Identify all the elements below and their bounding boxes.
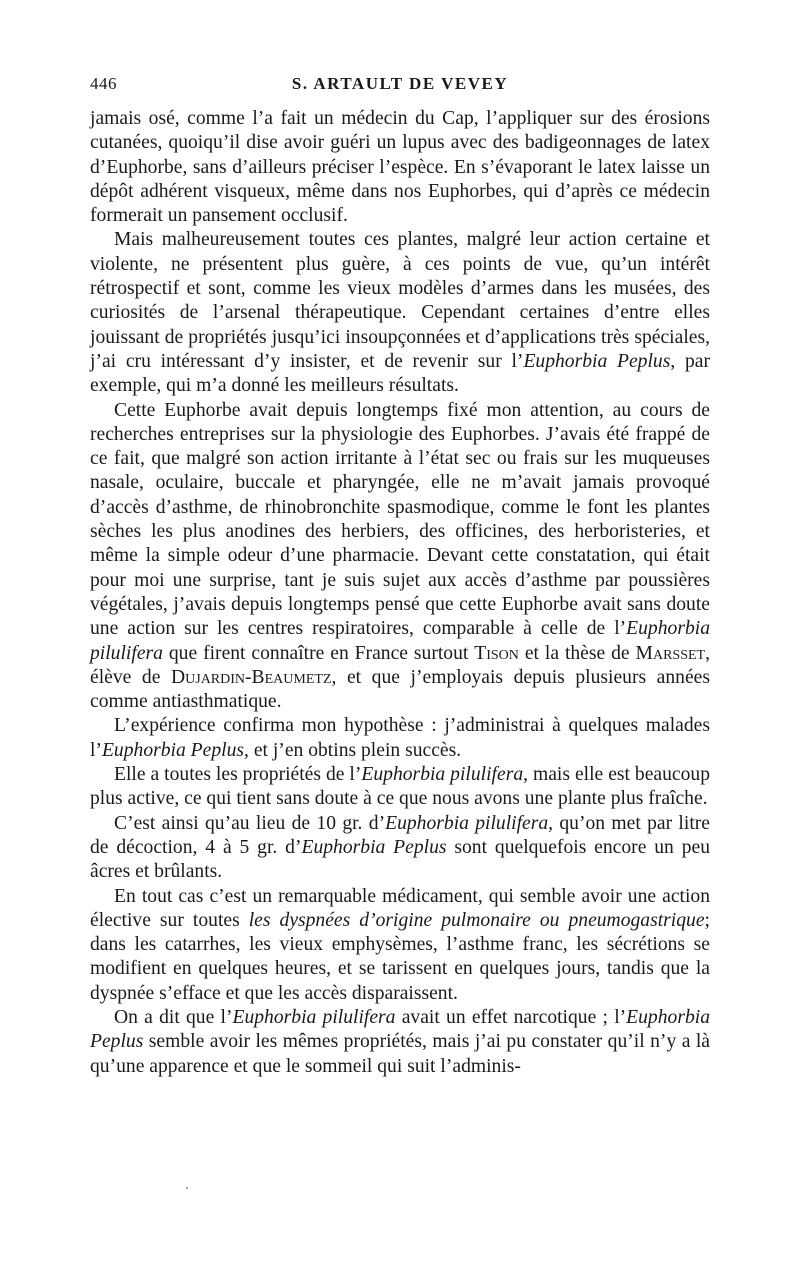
italic-text: les dyspnées d’origine pulmonaire ou pneumogastrique bbox=[248, 909, 705, 931]
text-run: avait un effet narcotique ; l’ bbox=[395, 1006, 627, 1028]
print-speck bbox=[186, 1187, 188, 1189]
text-run: Mais malheureusement toutes ces plantes, malgré leur action certaine et violente, ne présentent plus guère, à ces points de vue, qu’un intérêt rétrospectif et sont, comme les vieux modèles d’armes dans les musées, des curiosités de l’arsenal thérapeutique. Cependant certaines d’entre elles jouissant de propriétés jusqu’ici insoupçonnées et d’applications très spéciales, j’ai cru intéressant d’y insister, et de revenir sur l’ bbox=[90, 229, 710, 372]
text-run: En tout cas c’est un remarquable médicament, qui semble avoir une action élective sur toutes bbox=[90, 885, 710, 931]
paragraph bbox=[90, 714, 710, 763]
author-name: Marsset bbox=[635, 642, 706, 664]
text-run: semble avoir les mêmes propriétés, mais j’ai pu constater qu’il n’y a là qu’une apparence et que le sommeil qui suit l’adminis- bbox=[90, 1031, 710, 1077]
italic-text: Euphorbia pilulifera bbox=[90, 618, 710, 664]
paragraph bbox=[90, 107, 710, 228]
text-run: , mais elle est beaucoup plus active, ce qui tient sans doute à ce que nous avons une plante plus fraîche. bbox=[90, 764, 710, 810]
italic-text: Euphorbia pilulifera bbox=[385, 812, 549, 834]
text-run: Elle a toutes les propriétés de l’ bbox=[114, 764, 362, 786]
text-run: et la thèse de bbox=[518, 642, 636, 664]
running-head: S. ARTAULT DE VEVEY bbox=[291, 74, 509, 93]
page-header bbox=[90, 74, 710, 104]
paragraph bbox=[90, 812, 710, 885]
text-run: , qu’on met par litre de décoction, 4 à 5 gr. d’ bbox=[90, 812, 710, 858]
text-run: ; dans les catarrhes, les vieux emphysèmes, l’asthme franc, les sécrétions se modifient en quelques heures, et se tarissent en quelques jours, tandis que la dyspnée s’efface et que les accès disparaissent. bbox=[90, 909, 710, 1004]
text-run: , et que j’employais depuis plusieurs années comme antiasthmatique. bbox=[90, 666, 710, 713]
italic-text: Euphorbia Peplus bbox=[101, 739, 245, 761]
text-run: , par exemple, qui m’a donné les meilleurs résultats. bbox=[90, 350, 710, 397]
italic-text: Euphorbia pilulifera bbox=[361, 764, 524, 786]
italic-text: Euphorbia Peplus bbox=[90, 1006, 710, 1053]
page-number: 446 bbox=[90, 74, 117, 93]
italic-text: Euphorbia pilulifera bbox=[232, 1006, 396, 1028]
text-run: sont quelquefois encore un peu âcres et brûlants. bbox=[90, 836, 711, 883]
body-text bbox=[90, 107, 710, 1079]
author-name: Dujardin-Beaumetz bbox=[170, 666, 332, 688]
text-run: jamais osé, comme l’a fait un médecin du Cap, l’appliquer sur des érosions cutanées, quoiqu’il dise avoir guéri un lupus avec des badigeonnages de latex d’Euphorbe, sans d’ailleurs préciser l’espèce. En s’évaporant le latex laisse un dépôt adhérent visqueux, même dans nos Euphorbes, qui d’après ce médecin formerait un pansement occlusif. bbox=[90, 108, 710, 227]
paragraph bbox=[90, 763, 710, 812]
text-run: , et j’en obtins plein succès. bbox=[244, 739, 462, 761]
text-run: L’expérience confirma mon hypothèse : j’administrai à quelques malades l’ bbox=[90, 715, 710, 761]
text-run: On a dit que l’ bbox=[114, 1006, 233, 1028]
italic-text: Euphorbia Peplus bbox=[301, 836, 447, 858]
text-run: C’est ainsi qu’au lieu de 10 gr. d’ bbox=[114, 812, 386, 834]
paragraph bbox=[90, 228, 710, 398]
paragraph bbox=[90, 1006, 710, 1079]
italic-text: Euphorbia Peplus bbox=[523, 350, 671, 372]
text-run: Cette Euphorbe avait depuis longtemps fixé mon attention, au cours de recherches entreprises sur la physiologie des Euphorbes. J’avais été frappé de ce fait, que malgré son action irritante à l’état sec ou frais sur les muqueuses nasale, oculaire, buccale et pharyngée, elle ne m’avait jamais provoqué d’accès d’asthme, de rhinobronchite spasmodique, comme le font les plantes sèches les plus anodines des herbiers, des officines, des herboristeries, et même la simple odeur d’une pharmacie. Devant cette constatation, qui était pour moi une surprise, tant je suis sujet aux accès d’asthme par poussières végétales, j’avais depuis longtemps pensé que cette Euphorbe avait sans doute une action sur les centres respiratoires, comparable à celle de l’ bbox=[90, 399, 710, 640]
text-run: , élève de bbox=[90, 642, 710, 688]
paragraph bbox=[90, 399, 710, 715]
text-run: que firent connaître en France surtout bbox=[162, 642, 475, 664]
author-name: Tison bbox=[474, 642, 519, 664]
paragraph bbox=[90, 885, 710, 1006]
